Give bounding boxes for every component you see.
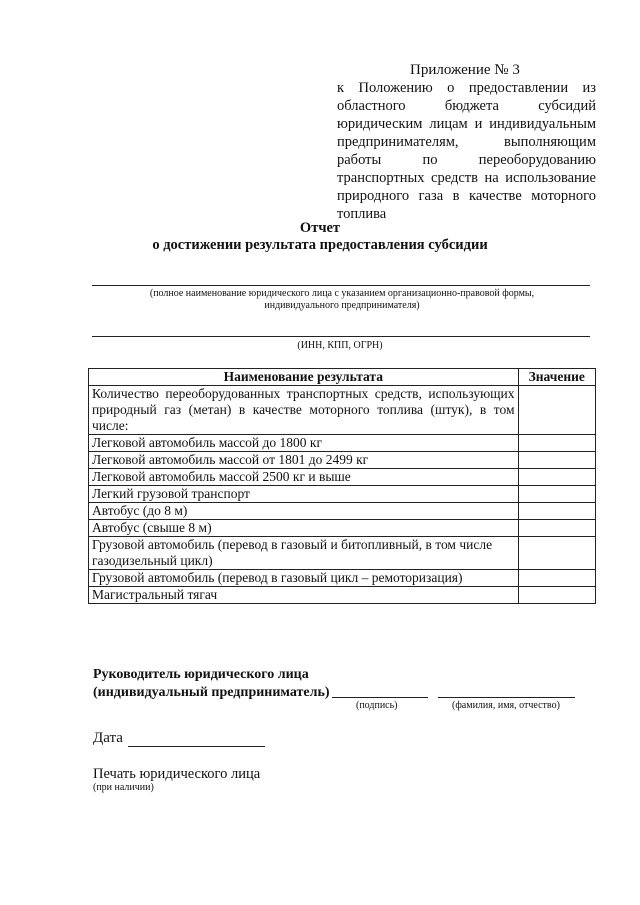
signature-caption: (подпись)	[356, 700, 398, 711]
table-row	[89, 520, 596, 537]
org-name-caption-1: (полное наименование юридического лица с указанием организационно-правовой формы,	[149, 288, 535, 299]
signature-line	[332, 697, 428, 698]
inn-caption: (ИНН, КПП, ОГРН)	[297, 340, 383, 351]
result-value-cell	[518, 469, 595, 486]
result-name: Легковой автомобиль массой 2500 кг и выше	[89, 469, 519, 486]
result-value-cell	[518, 435, 595, 452]
appendix-text: к Положению о предоставлении из областного бюджета субсидий юридическим лицам и индивидуальным предпринимателям, выполняющим работы по переоборудованию транспортных средств на использование природного газа в качестве моторного топлива	[337, 80, 596, 222]
result-name: Автобус (до 8 м)	[89, 503, 519, 520]
table-header-row	[89, 369, 596, 386]
table-row	[89, 587, 596, 604]
result-name: Количество переоборудованных транспортных средств, использующих природный газ (метан) в качестве моторного топлива (штук), в том числе:	[89, 386, 519, 435]
result-name: Грузовой автомобиль (перевод в газовый цикл – ремоторизация)	[89, 570, 519, 587]
signatory-line-1: Руководитель юридического лица	[93, 667, 309, 682]
full-name-line	[438, 697, 575, 698]
table-row	[89, 570, 596, 587]
result-value-cell	[518, 452, 595, 469]
table-row	[89, 435, 596, 452]
result-name: Легковой автомобиль массой от 1801 до 2499 кг	[89, 452, 519, 469]
result-value-cell	[518, 537, 595, 570]
result-name: Автобус (свыше 8 м)	[89, 520, 519, 537]
results-table	[88, 368, 596, 604]
report-title: Отчет	[299, 220, 341, 236]
result-name: Легкий грузовой транспорт	[89, 486, 519, 503]
result-value-cell	[518, 570, 595, 587]
stamp-note: (при наличии)	[93, 782, 154, 793]
col-name-header: Наименование результата	[89, 369, 519, 386]
org-name-line	[92, 285, 590, 286]
result-value-cell	[518, 587, 595, 604]
date-line	[128, 746, 265, 747]
result-name: Грузовой автомобиль (перевод в газовый и битопливный, в том числе газодизельный цикл)	[89, 537, 519, 570]
table-row	[89, 469, 596, 486]
result-name: Магистральный тягач	[89, 587, 519, 604]
result-value-cell	[518, 503, 595, 520]
inn-line	[92, 336, 590, 337]
signatory-line-2: (индивидуальный предприниматель)	[93, 685, 330, 700]
col-value-header: Значение	[518, 369, 595, 386]
date-label: Дата	[93, 730, 123, 746]
result-name: Легковой автомобиль массой до 1800 кг	[89, 435, 519, 452]
result-value-cell	[518, 520, 595, 537]
signatory-title	[93, 666, 330, 702]
table-row	[89, 386, 596, 435]
appendix-title: Приложение № 3	[410, 62, 520, 78]
org-name-caption-2: индивидуального предпринимателя)	[264, 300, 420, 311]
full-name-caption: (фамилия, имя, отчество)	[452, 700, 560, 711]
report-subtitle: о достижении результата предоставления субсидии	[152, 237, 488, 253]
table-row	[89, 452, 596, 469]
table-row	[89, 486, 596, 503]
table-row	[89, 503, 596, 520]
result-value-cell	[518, 386, 595, 435]
stamp-label: Печать юридического лица	[93, 766, 261, 782]
result-value-cell	[518, 486, 595, 503]
table-row	[89, 537, 596, 570]
